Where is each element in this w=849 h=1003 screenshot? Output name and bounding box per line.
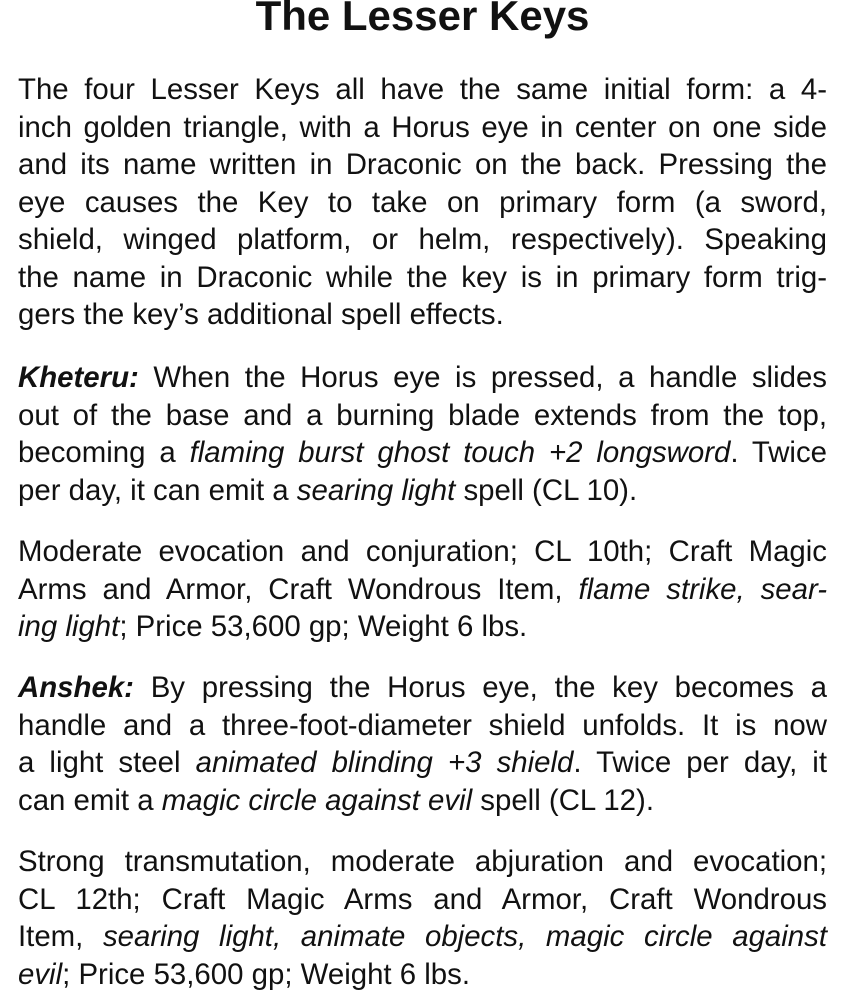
- kheteru-stats-line-2: [18, 571, 827, 609]
- anshek-text: By pressing the Horus eye, the key becomes a: [133, 671, 827, 704]
- anshek-stats-line-3: [18, 918, 827, 956]
- kheteru-stats-spells: flame strike, sear-: [578, 572, 828, 606]
- anshek-stats: [18, 843, 827, 993]
- kheteru-line-2: out of the base and a burning blade extends from the top,: [18, 398, 827, 432]
- anshek-line-1: [18, 669, 827, 707]
- anshek-stats-text: ; Price 53,600 gp; Weight 6 lbs.: [62, 957, 471, 991]
- anshek-text: spell (CL 12).: [472, 783, 654, 817]
- kheteru-name: Kheteru:: [18, 361, 139, 394]
- kheteru-text: . Twice: [730, 436, 827, 469]
- kheteru-line-3: [18, 434, 827, 472]
- kheteru-stats-text: Arms and Armor, Craft Wondrous Item,: [18, 572, 579, 606]
- page-title: The Lesser Keys: [255, 0, 590, 39]
- kheteru-line-1: [18, 359, 827, 397]
- anshek-item-name: animated blinding +3 shield: [195, 746, 574, 779]
- anshek-description: [18, 669, 827, 819]
- kheteru-text: spell (CL 10).: [455, 473, 638, 507]
- anshek-line-4: [18, 782, 827, 820]
- anshek-text: . Twice per day, it: [573, 746, 828, 779]
- intro-line: gers the key’s additional spell effects.: [18, 298, 504, 331]
- kheteru-stats-spells: ing light: [18, 610, 120, 643]
- intro-line: The four Lesser Keys all have the same initial form: a 4-: [18, 73, 827, 106]
- anshek-text: a light steel: [18, 746, 196, 779]
- anshek-stats-text: Item,: [18, 920, 103, 953]
- kheteru-spell-name: searing light: [296, 473, 456, 507]
- kheteru-stats-text: ; Price 53,600 gp; Weight 6 lbs.: [119, 610, 528, 643]
- kheteru-text: per day, it can emit a: [18, 473, 297, 507]
- intro-line: inch golden triangle, with a Horus eye in center on one side: [18, 110, 827, 144]
- anshek-name: Anshek:: [18, 671, 134, 704]
- anshek-stats-line-1: Strong transmutation, moderate abjuration and evocation;: [18, 845, 827, 878]
- kheteru-text: When the Horus eye is pressed, a handle slides: [138, 361, 827, 394]
- anshek-stats-spells: searing light, animate objects, magic circle against: [102, 920, 827, 953]
- intro-line: eye causes the Key to take on primary form (a sword,: [18, 185, 827, 219]
- anshek-stats-line-2: CL 12th; Craft Magic Arms and Armor, Craft Wondrous: [18, 882, 827, 916]
- anshek-text: can emit a: [18, 783, 162, 817]
- kheteru-stats: [18, 533, 827, 646]
- anshek-stats-spells: evil: [18, 957, 63, 991]
- intro-line: shield, winged platform, or helm, respectively). Speaking: [18, 223, 827, 256]
- intro-line: and its name written in Draconic on the back. Pressing the: [18, 148, 827, 181]
- kheteru-line-4: [18, 472, 827, 510]
- anshek-stats-line-4: [18, 956, 827, 994]
- kheteru-stats-line-1: Moderate evocation and conjuration; CL 10th; Craft Magic: [18, 535, 827, 568]
- anshek-line-3: [18, 744, 827, 782]
- intro-line: the name in Draconic while the key is in primary form trig-: [18, 260, 827, 294]
- kheteru-text: becoming a: [18, 436, 190, 469]
- kheteru-stats-line-3: [18, 608, 827, 646]
- anshek-spell-name: magic circle against evil: [161, 783, 473, 817]
- kheteru-item-name: flaming burst ghost touch +2 longsword: [189, 436, 731, 469]
- anshek-line-2: handle and a three-foot-diameter shield unfolds. It is now: [18, 708, 827, 742]
- kheteru-description: [18, 359, 827, 509]
- intro-paragraph: [18, 71, 827, 334]
